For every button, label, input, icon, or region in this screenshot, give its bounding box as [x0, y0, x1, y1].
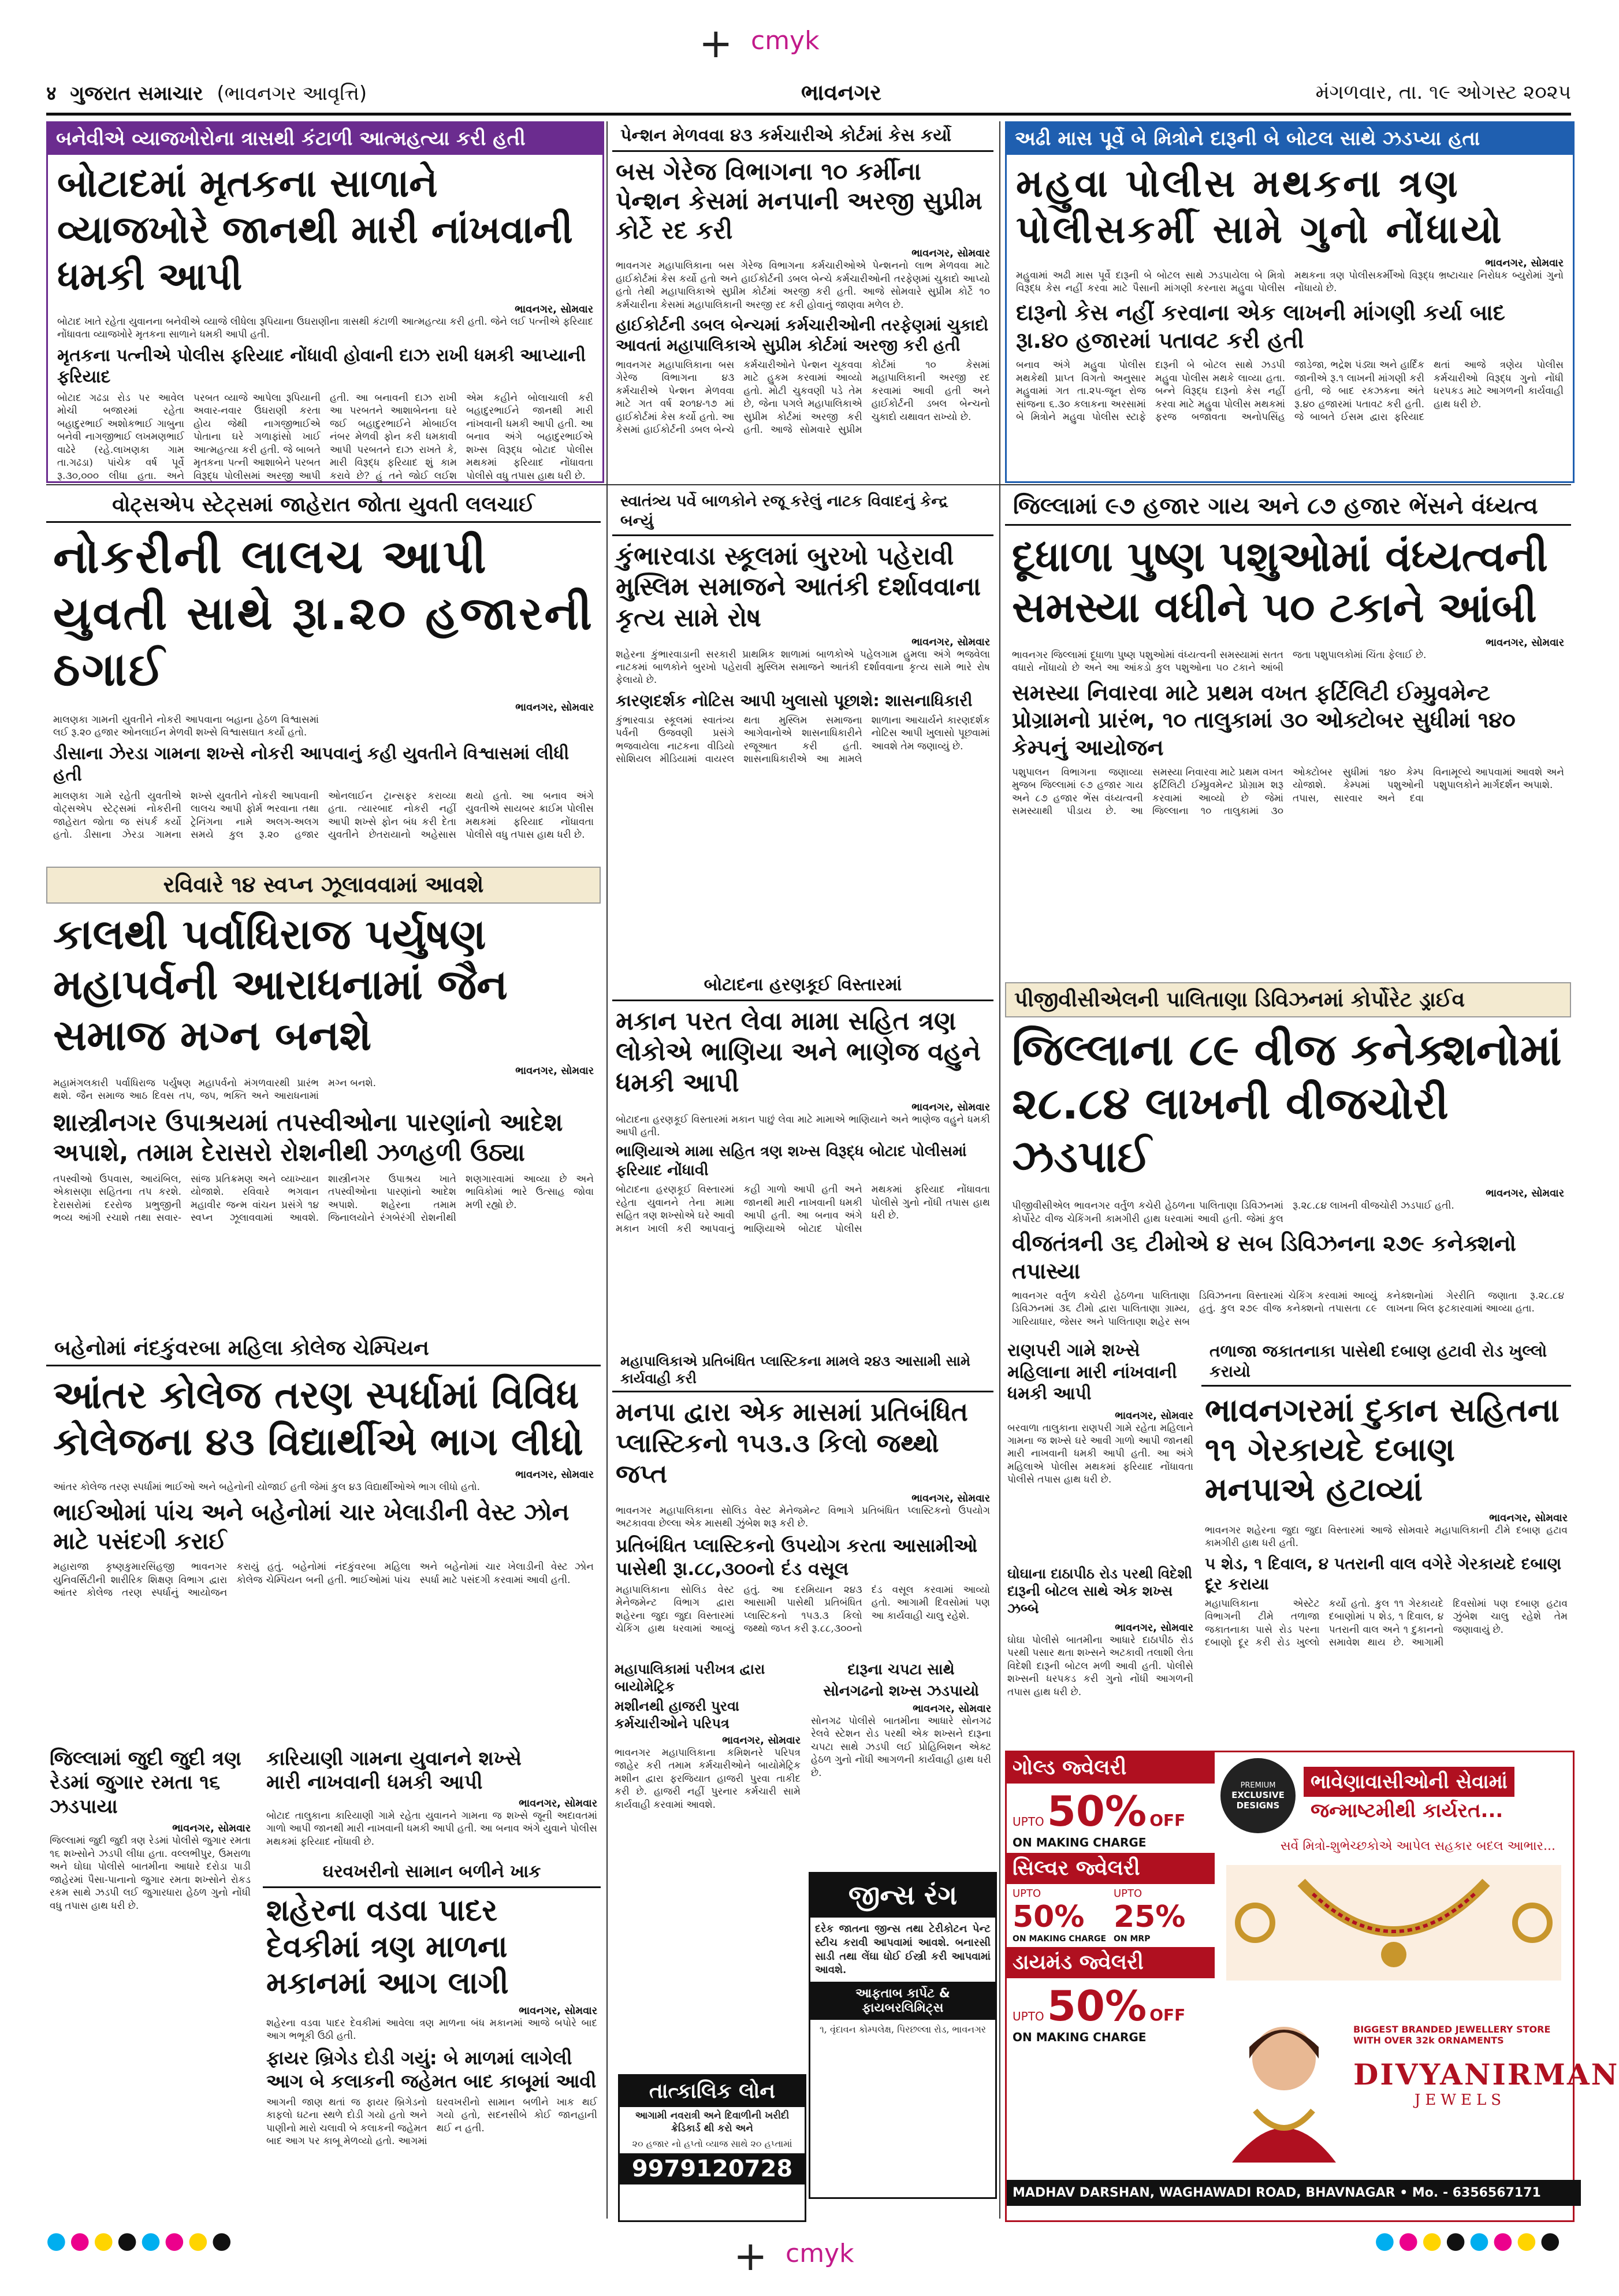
- calibration-dots-right: [1375, 2227, 1564, 2254]
- story-headline: રાણપરી ગામે શખ્સે મહિલાના મારી નાંખવાની ધમકી આપી: [1007, 1340, 1177, 1404]
- story-intro: શહેરના કુંભારવાડાની સરકારી પ્રાથમિક શાળામાં બાળકોએ પહેલગામ હુમલા અંગે ભજવેલા નાટકમાં બાળકોને બુરખો પહેરાવી મુસ્લિમ સમાજને આતંકી દર્શાવવાના કૃત્ય સામે ભારે રોષ ફેલાયો છે.: [616, 648, 990, 686]
- story-headline: મનપા દ્વારા એક માસમાં પ્રતિબંધિત પ્લાસ્ટિકનો ૧૫૩.૩ કિલો જથ્થો જપ્ત: [616, 1398, 968, 1489]
- brand-name: DIVYANIRMAN: [1353, 2057, 1619, 2091]
- story-subhead: પ્રતિબંધિત પ્લાસ્ટિકનો ઉપયોગ કરતા આસામીઓ પાસેથી રૂા.૮૮,૩૦૦નો દંડ વસૂલ: [616, 1534, 978, 1580]
- story-kicker: બહેનોમાં નંદકુંવરબા મહિલા કોલેજ ચેમ્પિયન: [46, 1332, 601, 1366]
- story-dateline: ભાવનગર, સોમવાર: [1489, 1511, 1568, 1524]
- yellow-dot: ●: [188, 2227, 212, 2254]
- story-intro: બોટાદ ખાતે રહેતા યુવાનના બનેવીએ વ્યાજે લીધેલા રૂપિયાના ઉઘરાણીના ત્રાસથી કંટાળી આત્મહત્યા કરી હતી. જેને લઈ પત્નીએ ફરિયાદ નોંધાવતા વ્યાજખોરે મૃતકના સાળાને ધમકી આપી હતી.: [57, 316, 593, 341]
- story-kicker: તળાજા જકાતનાકા પાસેથી દબાણ હટાવી રોડ ખુલ્લો કરાયો: [1201, 1338, 1571, 1387]
- story-headline: બોટાદમાં મૃતકના સાળાને વ્યાજખોરે જાનથી મારી નાંખવાની ધમકી આપી: [57, 161, 573, 299]
- ad-offers: [1007, 1752, 1215, 2157]
- story-headline: આંતર કોલેજ તરણ સ્પર્ધામાં વિવિધ કોલેજના ૪૩ વિદ્યાર્થીએ ભાગ લીધો: [53, 1373, 583, 1464]
- ad-jeans[interactable]: [809, 1872, 997, 2199]
- story-intro: ભાવનગર મહાપાલિકાના બસ ગેરેજ વિભાગના કર્મચારીઓએ પેન્શનનો લાભ મેળવવા માટે હાઈકોર્ટમાં કેસ કર્યો હતો અને હાઈકોર્ટની ડબલ બેન્ચે કર્મચારીઓની તરફેણમાં ચુકાદો આપ્યો હતો તેથી મહાપાલિકાએ સુપ્રીમ કોર્ટમાં અરજી કરી હતી. આજે સોમવારે સુપ્રીમ કોર્ટે ૧૦ કર્મચારીના કેસમાં મહાપાલિકાની અરજી રદ કરી હોવાનું જાણવા મળેલ છે.: [616, 260, 990, 311]
- story-subhead: વીજતંત્રની ૩૬ ટીમોએ ૪ સબ ડિવિઝનના ૨૭૯ કનેક્શનો તપાસ્યા: [1012, 1231, 1516, 1284]
- masthead-left: [46, 79, 367, 106]
- cyan-dot: ●: [140, 2227, 165, 2254]
- story-headline: મારી નાખવાની ધમકી આપી: [266, 1771, 483, 1795]
- ad-jeans-address: ૧, વૃંદાવન કોમ્પલેક્ષ, પિરછલ્લા રોડ, ભાવનગર: [819, 2024, 987, 2035]
- ad-jeans-body: દરેક જાતના જીન્સ તથા ટેરીકોટન પેન્ટ સ્ટીચ કરાવી આપવામાં આવશે. બનારસી સાડી તથા લેંઘા ધોઈ ઈસ્ત્રી કરી આપવામાં આવશે.: [815, 1923, 991, 1977]
- badge-exclusive: EXCLUSIVE DESIGNS: [1231, 1789, 1285, 1811]
- ad-right-panel: [1220, 1758, 1567, 2001]
- story-body: આગની જાણ થતાં જ ફાયર બ્રિગેડનો કાફલો ઘટના સ્થળે દોડી ગયો હતો અને પાણીનો મારો ચલાવી બે કલાકની જહેમત બાદ આગ પર કાબૂ મેળવ્યો હતો. આગમાં ઘરવખરીનો સામાન બળીને ખાક થઈ ગયો હતો, સદનસીબે કોઈ જાનહાની થઈ ન હતી.: [266, 2096, 597, 2147]
- story-kicker: રવિવારે ૧૪ સ્વપ્ન ઝૂલાવવામાં આવશે: [46, 867, 601, 904]
- story-vadva-fire: [263, 1857, 601, 2219]
- story-subhead: શાસ્ત્રીનગર ઉપાશ્રયમાં તપસ્વીઓના પારણાંનો આદેશ અપાશે, તમામ દેરાસરો રોશનીથી ઝળહળી ઉઠ્યા: [53, 1108, 563, 1167]
- model-necklace-icon: [1255, 2111, 1313, 2128]
- story-gambling-raids: [46, 1745, 254, 2219]
- story-subhead: હાઈકોર્ટની ડબલ બેન્ચમાં કર્મચારીઓની તરફેણમાં ચુકાદો આવતાં મહાપાલિકાએ સુપ્રીમ કોર્ટમાં અરજી કરી હતી: [616, 315, 989, 355]
- story-cattle-infertility: [1005, 488, 1571, 974]
- offer-diamond-pct: 50%: [1047, 1982, 1147, 2030]
- story-dateline: ભાવનગર, સોમવાર: [515, 1064, 594, 1077]
- story-body: મહાપાલિકાના સોલિડ વેસ્ટ મેનેજમેન્ટ વિભાગ દ્વારા શહેરના જુદા જુદા વિસ્તારમાં ચેકિંગ હાથ ધરવામાં આવ્યું હતું. આ દરમિયાન ૨૪૩ આસામી પાસેથી પ્રતિબંધિત પ્લાસ્ટિકનો ૧૫૩.૩ કિલો જથ્થો જપ્ત કરી રૂ.૮૮,૩૦૦નો દંડ વસૂલ કરવામાં આવ્યો હતો. આગામી દિવસોમાં પણ આ કાર્યવાહી ચાલુ રહેશે.: [616, 1584, 990, 1635]
- offer-gold-title: ગોલ્ડ જ્વેલરી: [1007, 1752, 1215, 1784]
- ad-jeans-title: જીન્સ રંગ: [810, 1874, 995, 1918]
- story-body: ભાવનગર મહાપાલિકાના બસ ગેરેજ વિભાગના ૪૩ કર્મચારીએ પેન્શન મેળવવા માટે ગત વર્ષ ૨૦૧૪-૧૭ માં હાઈકોર્ટમાં કેસ કર્યો હતો. આ કેસમાં હાઈકોર્ટની ડબલ બેન્ચે કર્મચારીઓને પેન્શન ચૂકવવા માટે હુકમ કરવામાં આવ્યો હતો. મોટી ચુકવણી પડે તેમ છે, જેના પગલે મહાપાલિકાએ સુપ્રીમ કોર્ટમાં અરજી કરી હતી. આજે સોમવારે સુપ્રીમ કોર્ટમાં ૧૦ કેસમાં મહાપાલિકાની અરજી રદ કરવામાં આવી હતી અને હાઈકોર્ટની ડબલ બેન્ચનો ચુકાદો યથાવત રાખ્યો છે.: [616, 359, 990, 436]
- story-dateline: ભાવનગર, સોમવાર: [519, 2004, 597, 2017]
- masthead: [46, 75, 1571, 110]
- story-intro: પીજીવીસીએલ ભાવનગર વર્તુળ કચેરી હેઠળના પાલિતાણા ડિવિઝનમાં કોર્પોરેટ વીજ ચેકિંગની કામગીરી હાથ ધરવામાં આવી હતી. જેમાં કુલ રૂ.૨૮.૮૪ લાખની વીજચોરી ઝડપાઈ હતી.: [1012, 1200, 1454, 1225]
- story-headline: જિલ્લામાં જુદી જુદી ત્રણ રેડમાં જુગાર રમતા ૧૬ ઝડપાયા: [50, 1747, 241, 1818]
- story-headline: ઘોઘાના દાઠાપીઠ રોડ પરથી વિદેશી દારૂની બોટલ સાથે એક શખ્સ ઝબ્બે: [1007, 1566, 1192, 1617]
- story-kicker: વોટ્સએપ સ્ટેટ્સમાં જાહેરાત જોતા યુવતી લલચાઈ: [46, 488, 601, 523]
- story-subhead: ભાણિયાએ મામા સહિત ત્રણ શખ્સ વિરૂદ્ધ બોટાદ પોલીસમાં ફરિયાદ નોંધાવી: [616, 1143, 967, 1179]
- story-dateline: ભાવનગર, સોમવાર: [913, 1703, 991, 1715]
- story-encroachment: [1201, 1338, 1571, 1742]
- offer-silver-making: ON MAKING CHARGE: [1013, 1934, 1107, 1944]
- story-body: બનાવ અંગે મહુવા પોલીસ મથકેથી પ્રાપ્ત વિગતો અનુસાર મહુવામાં ગત તા.૨૫-જૂન રોજ સાંજના ૬.૩૦ કલાકના અરસામાં બે મિત્રોને મહુવા પોલીસ સ્ટાફે દારૂની બે બોટલ સાથે ઝડપી મહુવા પોલીસ મથકે લાવ્યા હતા. બન્ને વિરૂદ્ધ દારૂનો કેસ નહીં કરવા માટે મહુવા પોલીસ મથકમાં ફરજ બજાવતા અનોપસિંહ જાડેજા, ભદ્રેશ પંડ્યા અને હાર્દિક જાનીએ રૂ.૧ લાખની માંગણી કરી હતી, જે બાદ રકઝકના અંતે રૂ.૪૦ હજારમાં પતાવટ કરી હતી. જે બાબતે ઈસમ દ્વારા ફરિયાદ થતાં આજે ત્રણેય પોલીસ કર્મચારીઓ વિરૂદ્ધ ગુનો નોંધી ધરપકડ માટે આગળની કાર્યવાહી હાથ ધરી છે.: [1016, 359, 1564, 423]
- model-saree-icon: [1232, 2128, 1336, 2163]
- story-body: ઘોઘા પોલીસે બાતમીના આધારે દાઠાપીઠ રોડ પરથી પસાર થતા શખ્સને અટકાવી તલાશી લેતા વિદેશી દારૂની બોટલ મળી આવી હતી. પોલીસે શખ્સની ધરપકડ કરી ગુનો નોંધી આગળની તપાસ હાથ ધરી છે.: [1007, 1634, 1193, 1698]
- story-subhead: ડીસાના ઝેરડા ગામના શખ્સે નોકરી આપવાનું કહી યુવતીને વિશ્વાસમાં લીધી હતી: [53, 743, 570, 786]
- ad-loan-line1: આગામી નવરાત્રી અને દિવાળીની ખરીદી ક્રેડિકાર્ડ થી કરો અને: [635, 2110, 790, 2135]
- column-rule-2: [999, 121, 1000, 2219]
- story-headline: શહેરના વડવા પાદર દેવકીમાં ત્રણ માળના મકાનમાં આગ લાગી: [266, 1893, 509, 2001]
- story-dateline: ભાવનગર, સોમવાર: [1486, 636, 1564, 649]
- story-dateline: ભાવનગર, સોમવાર: [1115, 1409, 1193, 1422]
- story-body: મહાપાલિકાના એસ્ટેટ વિભાગની ટીમે તળાજા જકાતનાકા પાસે રોડ પરના દબાણો દૂર કરી રોડ ખુલ્લો કર્યો હતો. કુલ ૧૧ ગેરકાયદે દબાણોમાં ૫ શેડ, ૧ દિવાલ, ૪ પતરાની વાલ અને ૧ દુકાનનો સમાવેશ થાય છે. આગામી દિવસોમાં પણ દબાણ હટાવ ઝુંબેશ ચાલુ રહેશે તેમ જણાવાયું છે.: [1205, 1597, 1568, 1649]
- exclusive-badge: [1220, 1758, 1296, 1833]
- ad-tagline: BIGGEST BRANDED JEWELLERY STORE WITH OVER 32k ORNAMENTS: [1353, 2024, 1551, 2046]
- story-ranpari-threat: [1005, 1338, 1196, 1557]
- magenta-dot: ●: [69, 2227, 94, 2254]
- column-rule-1: [606, 121, 608, 2219]
- offer-diamond-title: ડાયમંડ જ્વેલરી: [1007, 1947, 1215, 1978]
- story-kumbharwada-school: [612, 488, 993, 962]
- story-dateline: ભાવનગર, સોમવાર: [1486, 1187, 1564, 1200]
- masthead-rule: [46, 113, 1571, 116]
- story-power-theft: [1005, 982, 1571, 1329]
- ad-subhead: જન્માષ્ટમીથી કાર્યરત...: [1311, 1799, 1503, 1822]
- offer-silver-pct-2: 25%: [1114, 1900, 1186, 1934]
- story-headline: દૂધાળા પુષ્ણ પશુઓમાં વંધ્યત્વની સમસ્યા વધીને ૫૦ ટકાને આંબી: [1012, 532, 1548, 631]
- magenta-dot: ●: [1493, 2227, 1517, 2254]
- cmyk-mark-top: cmyk: [751, 26, 820, 55]
- story-subhead: કારણદર્શક નોટિસ આપી ખુલાસો પૂછાશે: શાસનાધિકારી: [616, 690, 973, 710]
- calibration-dots-left: [46, 2227, 235, 2254]
- story-subhead: ફાયર બ્રિગેડ દોડી ગયું: બે માળમાં લાગેલી આગ બે કલાકની જહેમત બાદ કાબૂમાં આવી: [266, 2046, 597, 2092]
- story-body: બોટાદ ગઢડા રોડ પર આવેલ મોચી બજારમાં રહેતા બહાદુરભાઈ અશોકભાઈ ગાબુના બનેવી નાગજીભાઈ લખમણભાઈ વાઢેરે (રહે.લાખણકા ગામ તા.ગઢડા) પાંચેક વર્ષ પૂર્વે રૂ.૩૦,૦૦૦ લીધા હતા. અને પરબત વ્યાજે આપેલા રૂપિયાની અવાર-નવાર ઉઘરાણી કરતા હોય જેથી નાગજીભાઈએ પોતાના ઘરે ગળાફાંસો ખાઈ આત્મહત્યા કરી હતી. જે બાબતે મૃતકના પત્ની આશાબેને પરબત વિરૂદ્ધ પોલીસમાં અરજી આપી હતી. આ બનાવની દાઝ રાખી આ પરબતને આશાબેનના ઘરે જઈ બહાદુરભાઈને મોબાઈલ નંબર મેળવી ફોન કરી ધમકાવી આપી પરબતને દાઝ રાખતે કે, મારી વિરૂદ્ધ ફરિયાદ શું કામ કરાવે છે? હું તને જોઈ લઈશ એમ કહીને બોલાચાલી કરી બહાદુરભાઈને જાનથી મારી નાંખવાની ધમકી આપી હતી. આ બનાવ અંગે બહાદુરભાઈએ શખ્સ વિરૂદ્ધ બોટાદ પોલીસ મથકમાં ફરિયાદ નોંધાવતા પોલીસે વધુ તપાસ હાથ ધરી છે.: [57, 392, 593, 482]
- offer-silver-upto-2: UPTO: [1114, 1888, 1142, 1900]
- pendant-icon: [1381, 1942, 1406, 1967]
- story-kicker: પીજીવીસીએલની પાલિતાણા ડિવિઝનમાં કોર્પોરેટ ડ્રાઈવ: [1005, 982, 1571, 1017]
- magenta-dot: ●: [164, 2227, 188, 2254]
- story-subhead: ૫ શેડ, ૧ દિવાલ, ૪ પતરાની વાલ વગેરે ગેરકાયદે દબાણ દૂર કરાયા: [1205, 1554, 1562, 1593]
- story-biometric: [612, 1658, 803, 2063]
- story-intro: ભાવનગર જિલ્લામાં દૂધાળા પુષ્ણ પશુઓમાં વંધ્યત્વની સમસ્યામાં સતત વધારો નોંધાયો છે અને આ આંકડો કુલ પશુઓના ૫૦ ટકાને આંબી જતા પશુપાલકોમાં ચિંતા ફેલાઈ છે.: [1012, 649, 1427, 674]
- model-face-icon: [1252, 2027, 1316, 2090]
- story-body: ભાવનગર મહાપાલિકાના કમિશનરે પરિપત્ર જાહેર કરી તમામ કર્મચારીઓને બાયોમેટ્રિક મશીન દ્વારા ફરજિયાત હાજરી પુરવા તાકીદ કરી છે. હાજરી નહીં પુરનાર કર્મચારી સામે કાર્યવાહી કરવામાં આવશે.: [615, 1747, 801, 1811]
- ad-address: MADHAV DARSHAN, WAGHAWADI ROAD, BHAVNAGAR • Mo. - 6356567171: [1007, 2180, 1581, 2206]
- story-body: બોટાદ તાલુકાના કારિયાણી ગામે રહેતા યુવાનને ગામના જ શખ્સે જૂની અદાવતમાં ગાળો આપી જાનથી મારી નાખવાની ધમકી આપી હતી. આ બનાવ અંગે યુવાને પોલીસ મથકમાં ફરિયાદ નોંધાવી છે.: [266, 1810, 597, 1848]
- story-swimming-competition: [46, 1332, 601, 1736]
- story-intro: માલણકા ગામની યુવતીને નોકરી આપવાના બહાના હેઠળ વિશ્વાસમાં લઈ રૂ.૨૦ હજાર ઓનલાઈન મેળવી શખ્સે વિશ્વાસઘાત કર્યો હતો.: [53, 714, 319, 739]
- offer-gold-making: ON MAKING CHARGE: [1013, 1836, 1147, 1849]
- yellow-dot: ●: [93, 2227, 117, 2254]
- registration-cross-bottom: +: [734, 2232, 768, 2280]
- black-dot: ●: [211, 2227, 236, 2254]
- story-headline: મશીનથી હાજરી પુરવા કર્મચારીઓને પરિપત્ર: [615, 1698, 739, 1732]
- ad-thanks: સર્વે મિત્રો-શુભેચ્છકોએ આપેલ સહકાર બદલ આભાર...: [1280, 1839, 1555, 1853]
- edition: (ભાવનગર આવૃત્તિ): [217, 82, 367, 105]
- offer-silver-pct: 50%: [1013, 1900, 1085, 1934]
- story-botad-moneylender: [46, 121, 604, 483]
- black-dot: ●: [1445, 2227, 1469, 2254]
- story-kicker: દારૂના ચપટા સાથે: [847, 1661, 955, 1678]
- paper-name: ગુજરાત સમાચાર: [70, 82, 203, 105]
- story-headline: મકાન પરત લેવા મામા સહિત ત્રણ લોકોએ ભાણિયા અને ભાણેજ વહુને ધમકી આપી: [616, 1006, 981, 1098]
- story-body: માલણકા ગામે રહેતી યુવતીએ વોટ્સએપ સ્ટેટ્સમાં નોકરીની જાહેરાત જોતા જ સંપર્ક કર્યો હતો. ડીસાના ઝેરડા ગામના શખ્સે યુવતીને નોકરી આપવાની લાલચ આપી ફોર્મ ભરવાના તથા ટ્રેનિંગના નામે અલગ-અલગ સમયે કુલ રૂ.૨૦ હજાર ઓનલાઈન ટ્રાન્સફર કરાવ્યા હતા. ત્યારબાદ નોકરી નહીં આપી શખ્સે ફોન બંધ કરી દેતા યુવતીને છેતરાયાનો અહેસાસ થયો હતો. આ બનાવ અંગે યુવતીએ સાયબર ક્રાઈમ પોલીસ મથકમાં ફરિયાદ નોંધાવતા પોલીસે વધુ તપાસ હાથ ધરી છે.: [53, 790, 594, 841]
- story-headline: નોકરીની લાલચ આપી યુવતી સાથે રૂા.૨૦ હજારની ઠગાઈ: [53, 530, 594, 697]
- cyan-dot: ●: [1469, 2227, 1493, 2254]
- brand-sub: JEWELS: [1414, 2091, 1506, 2109]
- yellow-dot: ●: [1516, 2227, 1540, 2254]
- page-number: ४: [46, 82, 57, 105]
- story-headline: બસ ગેરેજ વિભાગના ૧૦ કર્મીના પેન્શન કેસમાં મનપાની અરજી સુપ્રીમ કોર્ટે રદ કરી: [616, 157, 982, 244]
- ad-brand: [1353, 2024, 1619, 2109]
- story-kicker: કારિયાણી ગામના યુવાનને શખ્સે: [266, 1747, 522, 1770]
- story-songadh-liquor: [809, 1658, 993, 1866]
- story-body: ભાવનગર વર્તુળ કચેરી હેઠળના પાલિતાણા ડિવિઝનમાં ૩૬ ટીમો દ્વારા પાલિતાણા ગ્રામ્ય, ગારિયાધાર, જેસર અને પાલિતાણા શહેર સબ ડિવિઝનના વિસ્તારમાં ચેકિંગ કરવામાં આવ્યું હતું. કુલ ૨૭૯ વીજ કનેક્શનો તપાસતા ૮૯ કનેક્શનોમાં ગેરરીતિ જણાતા રૂ.૨૮.૮૪ લાખના બિલ ફટકારવામાં આવ્યા હતા.: [1012, 1290, 1564, 1328]
- story-dateline: ભાવનગર, સોમવાર: [515, 303, 593, 316]
- story-body: સોનગઢ પોલીસે બાતમીના આધારે સોનગઢ રેલવે સ્ટેશન રોડ પરથી એક શખ્સને દારૂના ચપટા સાથે ઝડપી લઈ પ્રોહિબિશન એક્ટ હેઠળ ગુનો નોંધી આગળની કાર્યવાહી હાથ ધરી છે.: [811, 1715, 991, 1779]
- story-dateline: ભાવનગર, સોમવાર: [911, 636, 990, 648]
- jewellery-illustration: [1220, 1859, 1567, 1986]
- story-body: તપસ્વીઓ ઉપવાસ, આયંબિલ, એકાસણા સહિતના તપ કરશે. દેરાસરોમાં દરરોજ પ્રભુજીની ભવ્ય આંગી રચાશે તથા સવાર-સાંજ પ્રતિક્રમણ અને વ્યાખ્યાન યોજાશે. રવિવારે ભગવાન મહાવીર જન્મ વાંચન પ્રસંગે ૧૪ સ્વપ્ન ઝૂલાવવામાં આવશે. શાસ્ત્રીનગર ઉપાશ્રય ખાતે તપસ્વીઓના પારણાંનો આદેશ અપાશે. શહેરના તમામ જિનાલયોને રંગબેરંગી રોશનીથી શણગારવામાં આવ્યા છે અને ભાવિકોમાં ભારે ઉત્સાહ જોવા મળી રહ્યો છે.: [53, 1173, 594, 1224]
- ad-headline: ભાવેણાવાસીઓની સેવામાં: [1304, 1767, 1514, 1797]
- offer-diamond-making: ON MAKING CHARGE: [1013, 2030, 1147, 2044]
- story-bus-garage-pension: [612, 121, 993, 480]
- story-body: બોટાદના હરણકૂઈ વિસ્તારમાં રહેતા યુવાનને તેના મામા સહિત ત્રણ શખ્સોએ ઘરે આવી મકાન ખાલી કરી આપવાનું કહી ગાળો આપી હતી અને જાનથી મારી નાખવાની ધમકી આપી હતી. આ બનાવ અંગે ભાણિયાએ બોટાદ પોલીસ મથકમાં ફરિયાદ નોંધાવતા પોલીસે ગુનો નોંધી તપાસ હાથ ધરી છે.: [616, 1184, 990, 1235]
- story-headline: કુંભારવાડા સ્કૂલમાં બુરખો પહેરાવી મુસ્લિમ સમાજને આતંકી દર્શાવવાના કૃત્ય સામે રોષ: [616, 541, 981, 633]
- story-body: મહારાજા કૃષ્ણકુમારસિંહજી ભાવનગર યુનિવર્સિટીની શારીરિક શિક્ષણ વિભાગ દ્વારા આંતર કોલેજ તરણ સ્પર્ધાનું આયોજન કરાયું હતું. બહેનોમાં નંદકુંવરબા મહિલા કોલેજ ચેમ્પિયન બની હતી. ભાઈઓમાં પાંચ અને બહેનોમાં ચાર ખેલાડીની વેસ્ટ ઝોન સ્પર્ધા માટે પસંદગી કરવામાં આવી હતી.: [53, 1561, 594, 1599]
- offer-diamond-upto: UPTO: [1013, 2009, 1044, 2023]
- story-body: બરવાળા તાલુકાના રાણપરી ગામે રહેતા મહિલાને ગામના જ શખ્સે ઘરે આવી ગાળો આપી જાનથી મારી નાખવાની ધમકી આપી હતી. આ અંગે મહિલાએ પોલીસ મથકમાં ફરિયાદ નોંધાવતા પોલીસે તપાસ હાથ ધરી છે.: [1007, 1422, 1193, 1486]
- ad-loan-phone[interactable]: 9979120728: [620, 2153, 805, 2184]
- cyan-dot: ●: [46, 2227, 70, 2254]
- story-body: કુંભારવાડા સ્કૂલમાં સ્વાતંત્ર્ય પર્વની ઉજવણી પ્રસંગે ભજવાયેલા નાટકના વીડિયો સોશિયલ મીડિયામાં વાયરલ થતા મુસ્લિમ સમાજના આગેવાનોએ શાસનાધિકારીને રજૂઆત કરી હતી. શાસનાધિકારીએ આ મામલે શાળાના આચાર્યને કારણદર્શક નોટિસ આપી ખુલાસો પૂછવામાં આવશે તેમ જણાવ્યું છે.: [616, 714, 990, 766]
- story-intro: ભાવનગર મહાપાલિકાના સોલિડ વેસ્ટ મેનેજમેન્ટ વિભાગે પ્રતિબંધિત પ્લાસ્ટિકનો ઉપયોગ અટકાવવા છેલ્લા એક માસથી ઝુંબેશ શરૂ કરી છે.: [616, 1505, 990, 1530]
- model-illustration: [1220, 2012, 1348, 2163]
- story-ghogha-liquor: [1005, 1563, 1196, 1742]
- story-subhead: દારૂનો કેસ નહીં કરવાના એક લાખની માંગણી કર્યા બાદ રૂા.૪૦ હજારમાં પતાવટ કરી હતી: [1016, 300, 1505, 353]
- story-botad-house-dispute: [612, 971, 993, 1340]
- cyan-dot: ●: [1375, 2227, 1398, 2254]
- offer-silver-title: સિલ્વર જ્વેલરી: [1007, 1853, 1215, 1884]
- story-kicker: જિલ્લામાં ૯૭ હજાર ગાય અને ૮૭ હજાર ભેંસને વંધ્યત્વ: [1005, 488, 1571, 526]
- story-dateline: ભાવનગર, સોમવાર: [911, 247, 990, 260]
- story-body: પશુપાલન વિભાગના જણાવ્યા મુજબ જિલ્લામાં ૯૭ હજાર ગાય અને ૮૭ હજાર ભેંસ વંધ્યત્વની સમસ્યાથી પીડાય છે. આ સમસ્યા નિવારવા માટે પ્રથમ વખત ફર્ટિલિટી ઈમ્પ્રુવમેન્ટ પ્રોગ્રામ શરૂ કરવામાં આવ્યો છે જેમાં જિલ્લાના ૧૦ તાલુકામાં ૩૦ ઓક્ટોબર સુધીમાં ૧૪૦ કેમ્પ યોજાશે. કેમ્પમાં પશુઓની તપાસ, સારવાર અને દવા વિનામૂલ્યે આપવામાં આવશે અને પશુપાલકોને માર્ગદર્શન અપાશે.: [1012, 767, 1564, 818]
- ad-jeans-name: આફતાબ કાર્પેટ & ફાયબરલિમિટ્સ: [810, 1982, 995, 2020]
- offer-silver-upto: UPTO: [1013, 1888, 1041, 1900]
- story-job-fraud: [46, 488, 601, 858]
- section-title: ભાવનગર: [801, 79, 881, 105]
- story-dateline: ભાવનગર, સોમવાર: [722, 1734, 801, 1747]
- offer-gold-upto: UPTO: [1013, 1815, 1044, 1829]
- story-kicker: ઘરવખરીનો સામાન બળીને ખાક: [263, 1857, 601, 1888]
- story-headline: મહુવા પોલીસ મથકના ત્રણ પોલીસકર્મી સામે ગુનો નોંધાયો: [1016, 161, 1504, 252]
- story-dateline: ભાવનગર, સોમવાર: [519, 1797, 597, 1810]
- story-dateline: ભાવનગર, સોમવાર: [172, 1822, 251, 1835]
- offer-diamond-off: OFF: [1149, 2005, 1186, 2024]
- registration-cross-top: +: [699, 20, 733, 67]
- story-plastic-seizure: [612, 1349, 993, 1649]
- story-intro: શહેરના વડવા પાદર દેવકીમાં આવેલા ત્રણ માળના બંધ મકાનમાં આજે બપોરે બાદ આગ ભભૂકી ઉઠી હતી.: [266, 2017, 597, 2042]
- badge-premium: PREMIUM: [1240, 1781, 1276, 1790]
- black-dot: ●: [1540, 2227, 1564, 2254]
- story-kicker: અઢી માસ પૂર્વે બે મિત્રોને દારૂની બે બોટલ સાથે ઝડપ્યા હતા: [1007, 123, 1573, 155]
- story-subhead: મૃતકના પત્નીએ પોલીસ ફરિયાદ નોંધાવી હોવાની દાઝ રાખી ધમકી આપ્યાની ફરિયાદ: [57, 345, 586, 388]
- story-headline: સોનગઢનો શખ્સ ઝડપાયો: [823, 1682, 979, 1700]
- story-paryushan: [46, 867, 601, 1323]
- offer-gold-off: OFF: [1149, 1811, 1186, 1830]
- yellow-dot: ●: [1421, 2227, 1446, 2254]
- ad-loan-line2: ૨૦ હજાર નો હપ્તો વ્યાજ સાથે ૨૦ હપ્તામાં: [632, 2138, 792, 2149]
- offer-gold-pct: 50%: [1047, 1787, 1147, 1836]
- story-dateline: ભાવનગર, સોમવાર: [911, 1492, 990, 1505]
- story-mahuva-police: [1005, 121, 1575, 483]
- story-kariyani-threat: [263, 1745, 601, 1849]
- story-headline: કાલથી પર્વાધિરાજ પર્યુષણ મહાપર્વની આરાધનામાં જૈન સમાજ મગ્ન બનશે: [53, 909, 508, 1060]
- ad-loan-title: તાત્કાલિક લોન: [620, 2076, 805, 2107]
- story-intro: બોટાદના હરણકૂઈ વિસ્તારમાં મકાન પાછું લેવા માટે મામાએ ભાણિયાને અને ભાણેજ વહુને ધમકી આપી હતી.: [616, 1113, 990, 1138]
- story-kicker: બોટાદના હરણકૂઈ વિસ્તારમાં: [612, 971, 993, 1001]
- story-intro: ભાવનગર શહેરના જુદા જુદા વિસ્તારમાં આજે સોમવારે મહાપાલિકાની ટીમે દબાણ હટાવ કામગીરી હાથ ધરી હતી.: [1205, 1524, 1568, 1550]
- story-dateline: ભાવનગર, સોમવાર: [1485, 257, 1564, 269]
- magenta-dot: ●: [1398, 2227, 1422, 2254]
- ad-loan[interactable]: [618, 2074, 806, 2222]
- story-body: જિલ્લામાં જુદી જુદી ત્રણ રેડમાં પોલીસે જુગાર રમતા ૧૬ શખ્સોને ઝડપી લીધા હતા. વલ્લભીપુર, ઉમરાળા અને ઘોઘા પોલીસે બાતમીના આધારે દરોડા પાડી જાહેરમાં પૈસા-પાનાનો જુગાર રમતા શખ્સોને રોકડ રકમ સાથે ઝડપી લઈ જુગારધારા હેઠળ ગુનો નોંધી વધુ તપાસ હાથ ધરી છે.: [50, 1835, 251, 1912]
- story-dateline: ભાવનગર, સોમવાર: [911, 1101, 990, 1113]
- offer-silver-mrp: ON MRP: [1114, 1934, 1151, 1944]
- issue-date: મંગળવાર, તા. ૧૯ ઓગસ્ટ ૨૦૨૫: [1315, 81, 1571, 104]
- story-subhead: સમસ્યા નિવારવા માટે પ્રથમ વખત ફર્ટિલિટી ઈમ્પ્રુવમેન્ટ પ્રોગ્રામનો પ્રારંભ, ૧૦ તાલુકામાં ૩૦ ઓક્ટોબર સુધીમાં ૧૪૦ કેમ્પનું આયોજન: [1012, 679, 1516, 760]
- row-rule-1: [46, 484, 1571, 485]
- story-dateline: ભાવનગર, સોમવાર: [515, 1469, 594, 1481]
- story-subhead: ભાઈઓમાં પાંચ અને બહેનોમાં ચાર ખેલાડીની વેસ્ટ ઝોન માટે પસંદગી કરાઈ: [53, 1499, 570, 1555]
- cmyk-mark-bottom: cmyk: [786, 2239, 854, 2268]
- story-intro: મહુવામાં અઢી માસ પૂર્વે દારૂની બે બોટલ સાથે ઝડપાયેલા બે મિત્રો વિરૂદ્ધ કેસ નહીં કરવા માટે પૈસાની માંગણી કરનારા મહુવા પોલીસ મથકના ત્રણ પોલીસકર્મીઓ વિરૂદ્ધ ભ્રષ્ટાચાર નિરોધક બ્યુરોમાં ગુનો નોંધાયો છે.: [1016, 269, 1564, 294]
- story-kicker: મહાપાલિકામાં પરીખત્ર દ્વારા બાયોમેટ્રિક: [615, 1661, 765, 1695]
- story-kicker: બનેવીએ વ્યાજખોરોના ત્રાસથી કંટાળી આત્મહત્યા કરી હતી: [48, 123, 602, 155]
- story-headline: ભાવનગરમાં દુકાન સહિતના ૧૧ ગેરકાયદે દબાણ મનપાએ હટાવ્યાં: [1205, 1392, 1560, 1509]
- story-dateline: ભાવનગર, સોમવાર: [515, 701, 594, 714]
- story-dateline: ભાવનગર, સોમવાર: [1115, 1622, 1193, 1634]
- story-headline: જિલ્લાના ૮૯ વીજ કનેક્શનોમાં ૨૮.૮૪ લાખની વીજચોરી ઝડપાઈ: [1012, 1024, 1562, 1183]
- story-kicker: પેન્શન મેળવવા ૪૩ કર્મચારીએ કોર્ટમાં કેસ કર્યો: [612, 121, 993, 152]
- story-intro: આંતર કોલેજ તરણ સ્પર્ધામાં ભાઈઓ અને બહેનોની યોજાઈ હતી જેમાં કુલ ૪૩ વિદ્યાર્થીઓએ ભાગ લીધો હતો.: [53, 1481, 481, 1493]
- black-dot: ●: [117, 2227, 141, 2254]
- story-kicker: મહાપાલિકાએ પ્રતિબંધિત પ્લાસ્ટિકના મામલે ૨૪૩ આસામી સામે કાર્યવાહી કરી: [612, 1349, 993, 1392]
- ad-divyanirman[interactable]: [1005, 1751, 1619, 2222]
- story-kicker: સ્વાતંત્ર્ય પર્વે બાળકોને રજૂ કરેલું નાટક વિવાદનું કેન્દ્ર બન્યું: [612, 488, 993, 536]
- story-intro: મહામંગલકારી પર્વાધિરાજ પર્યુષણ મહાપર્વનો મંગળવારથી પ્રારંભ થશે. જૈન સમાજ આઠ દિવસ તપ, જપ, ભક્તિ અને આરાધનામાં મગ્ન બનશે.: [53, 1077, 377, 1102]
